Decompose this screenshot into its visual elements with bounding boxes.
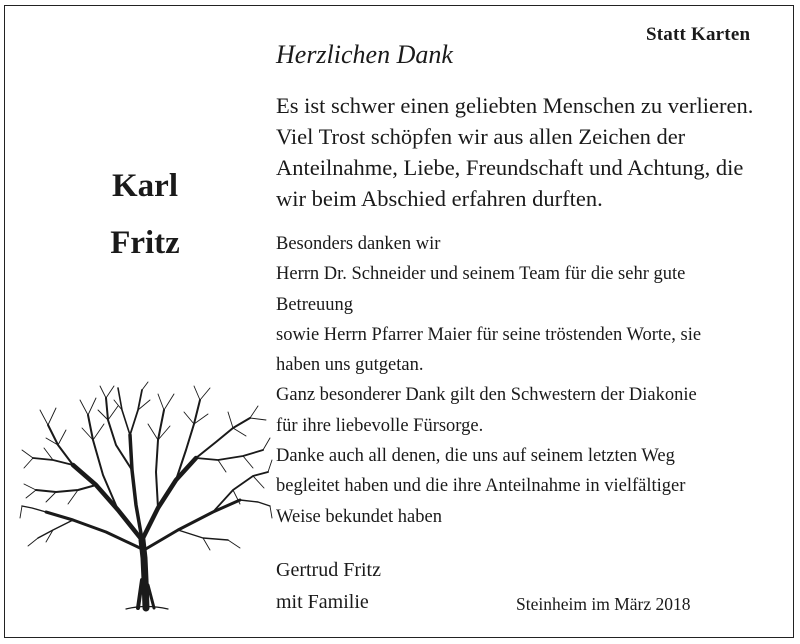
thanks-line: Weise bekundet haben <box>276 506 442 527</box>
header-note: Statt Karten <box>646 24 751 45</box>
deceased-first-name: Karl <box>112 168 178 204</box>
thanks-line: Besonders danken wir <box>276 234 441 254</box>
thanks-line: für ihre liebevolle Fürsorge. <box>276 415 484 436</box>
signature-family: mit Familie <box>276 591 369 613</box>
thanks-line: sowie Herrn Pfarrer Maier für seine tröstenden Worte, sie <box>276 324 702 345</box>
intro-line: Es ist schwer einen geliebten Menschen zu verlieren. <box>276 93 754 118</box>
place-and-date: Steinheim im März 2018 <box>516 594 691 614</box>
thanks-line: haben uns gutgetan. <box>276 355 424 376</box>
thanks-line: Danke auch all denen, die uns auf seinem letzten Weg <box>276 446 675 467</box>
intro-line: wir beim Abschied erfahren durften. <box>276 186 603 211</box>
thanks-line: begleitet haben und die ihre Anteilnahme in vielfältiger <box>276 476 686 497</box>
thanks-line: Herrn Dr. Schneider und seinem Team für die sehr gute <box>276 264 686 285</box>
thank-you-title: Herzlichen Dank <box>276 40 453 69</box>
thanks-paragraph <box>276 229 786 532</box>
intro-paragraph <box>276 90 786 214</box>
tree-illustration <box>18 380 274 612</box>
thanks-line: Ganz besonderer Dank gilt den Schwestern der Diakonie <box>276 385 697 406</box>
thanks-line: Betreuung <box>276 294 354 315</box>
deceased-last-name: Fritz <box>110 225 180 261</box>
intro-line: Anteilnahme, Liebe, Freundschaft und Achtung, die <box>276 155 744 180</box>
signature-name: Gertrud Fritz <box>276 559 381 581</box>
intro-line: Viel Trost schöpfen wir aus allen Zeichen der <box>276 124 686 149</box>
